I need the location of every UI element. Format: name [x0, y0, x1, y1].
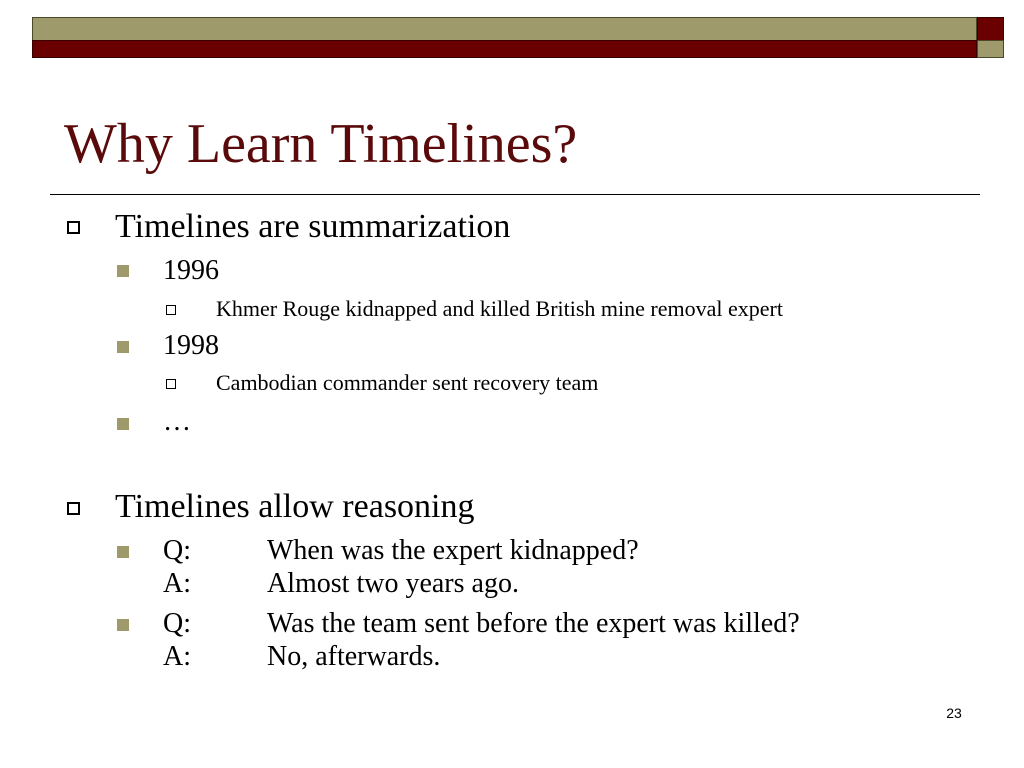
bullet-level2-text: 1998 — [163, 330, 219, 361]
bullet-level2-text: 1996 — [163, 255, 219, 286]
hollow-square-bullet-icon — [166, 305, 176, 315]
hollow-square-bullet-icon — [166, 379, 176, 389]
square-bullet-icon — [117, 619, 129, 631]
hollow-square-bullet-icon — [67, 221, 80, 234]
bullet-level1-text: Timelines allow reasoning — [115, 488, 475, 525]
hollow-square-bullet-icon — [67, 502, 80, 515]
bullet-level3-text: Khmer Rouge kidnapped and killed British mine removal expert — [216, 296, 783, 321]
slide-title: Why Learn Timelines? — [64, 113, 578, 175]
qa-question-text: When was the expert kidnapped? — [267, 535, 639, 566]
square-bullet-icon — [117, 341, 129, 353]
qa-answer-text: No, afterwards. — [267, 641, 441, 672]
qa-question-label: Q: — [163, 608, 191, 639]
qa-question-text: Was the team sent before the expert was killed? — [267, 608, 800, 639]
bullet-level1-text: Timelines are summarization — [115, 208, 511, 245]
square-bullet-icon — [117, 418, 129, 430]
bullet-level3-text: Cambodian commander sent recovery team — [216, 370, 599, 395]
qa-answer-label: A: — [163, 568, 191, 599]
bullet-level2-text: … — [163, 406, 191, 437]
square-bullet-icon — [117, 265, 129, 277]
square-bullet-icon — [117, 546, 129, 558]
page-number: 23 — [946, 705, 962, 721]
qa-answer-label: A: — [163, 641, 191, 672]
qa-answer-text: Almost two years ago. — [267, 568, 519, 599]
qa-question-label: Q: — [163, 535, 191, 566]
